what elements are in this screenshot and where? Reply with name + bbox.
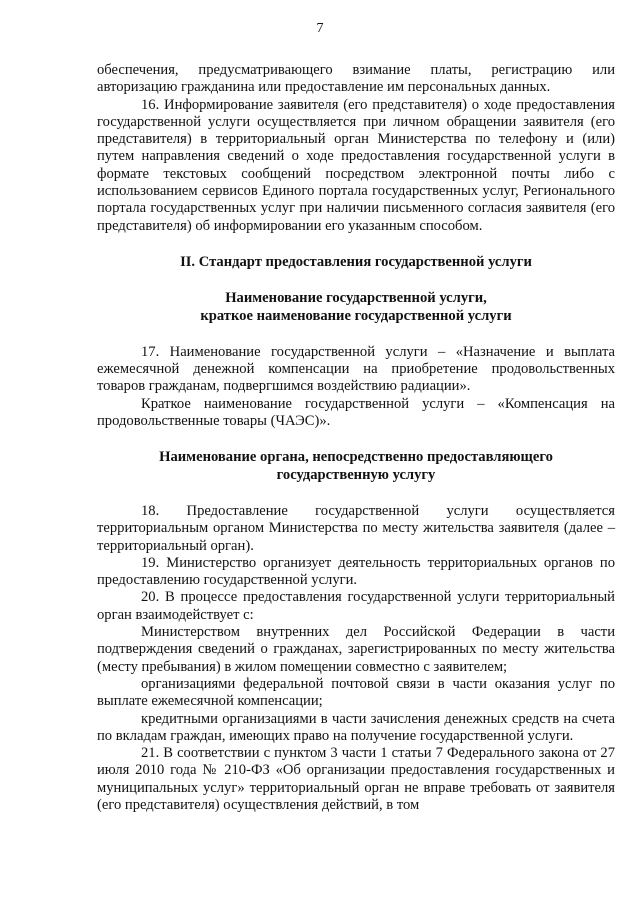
paragraph-20: 20. В процессе предоставления государственной услуги территориальный орган взаимодействует с: (97, 589, 615, 623)
paragraph-16: 16. Информирование заявителя (его представителя) о ходе предоставления государственной услуги осуществляется при личном обращении заявителя (его представителя) в территориальный орган Министерства по телефону и (или) путем направления сведений о ходе предоставления государственной услуги в формате текстовых сообщений посредством электронной почты либо с использованием сервисов Единого портала государственных услуг, Регионального портала государственных услуг при наличии письменного согласия заявителя (его представителя) об информировании его указанным способом. (97, 96, 615, 234)
section-heading: II. Стандарт предоставления государственной услуги (180, 253, 532, 270)
subheading-service-name-line2: краткое наименование государственной услуги (200, 307, 512, 324)
paragraph-continuation: обеспечения, предусматривающего взимание платы, регистрацию или авторизацию гражданина или предоставление им персональных данных. (97, 62, 615, 96)
paragraph-short-name: Краткое наименование государственной услуги – «Компенсация на продовольственные товары (ЧАЭС)». (97, 395, 615, 430)
page-number: 7 (316, 21, 324, 36)
paragraph-21: 21. В соответствии с пунктом 3 части 1 статьи 7 Федерального закона от 27 июля 2010 года № 210-ФЗ «Об организации предоставления государственных и муниципальных услуг» территориальный орган не вправе требовать от заявителя (его представителя) осуществления действий, в том (97, 745, 615, 813)
paragraph-post: организациями федеральной почтовой связи в части оказания услуг по выплате ежемесячной компенсации; (97, 675, 615, 710)
paragraph-credit: кредитными организациями в части зачисления денежных средств на счета по вкладам граждан, имеющих право на получение государственной услуги. (97, 710, 615, 744)
subheading-organ-line2: государственную услугу (276, 466, 436, 483)
subheading-organ-line1: Наименование органа, непосредственно предоставляющего (159, 449, 553, 466)
subheading-service-name-line1: Наименование государственной услуги, (225, 290, 487, 307)
paragraph-mvd: Министерством внутренних дел Российской Федерации в части подтверждения сведений о гражданах, зарегистрированных по месту жительства (месту пребывания) в жилом помещении совместно с заявителем; (97, 624, 615, 675)
document-body (97, 62, 615, 814)
paragraph-17: 17. Наименование государственной услуги – «Назначение и выплата ежемесячной денежной компенсации на приобретение продовольственных товаров гражданам, подвергшимся воздействию радиации». (97, 343, 615, 395)
paragraph-19: 19. Министерство организует деятельность территориальных органов по предоставлению государственной услуги. (97, 554, 615, 589)
paragraph-18: 18. Предоставление государственной услуги осуществляется территориальным органом Министерства по месту жительства заявителя (далее – территориальный орган). (97, 502, 615, 554)
